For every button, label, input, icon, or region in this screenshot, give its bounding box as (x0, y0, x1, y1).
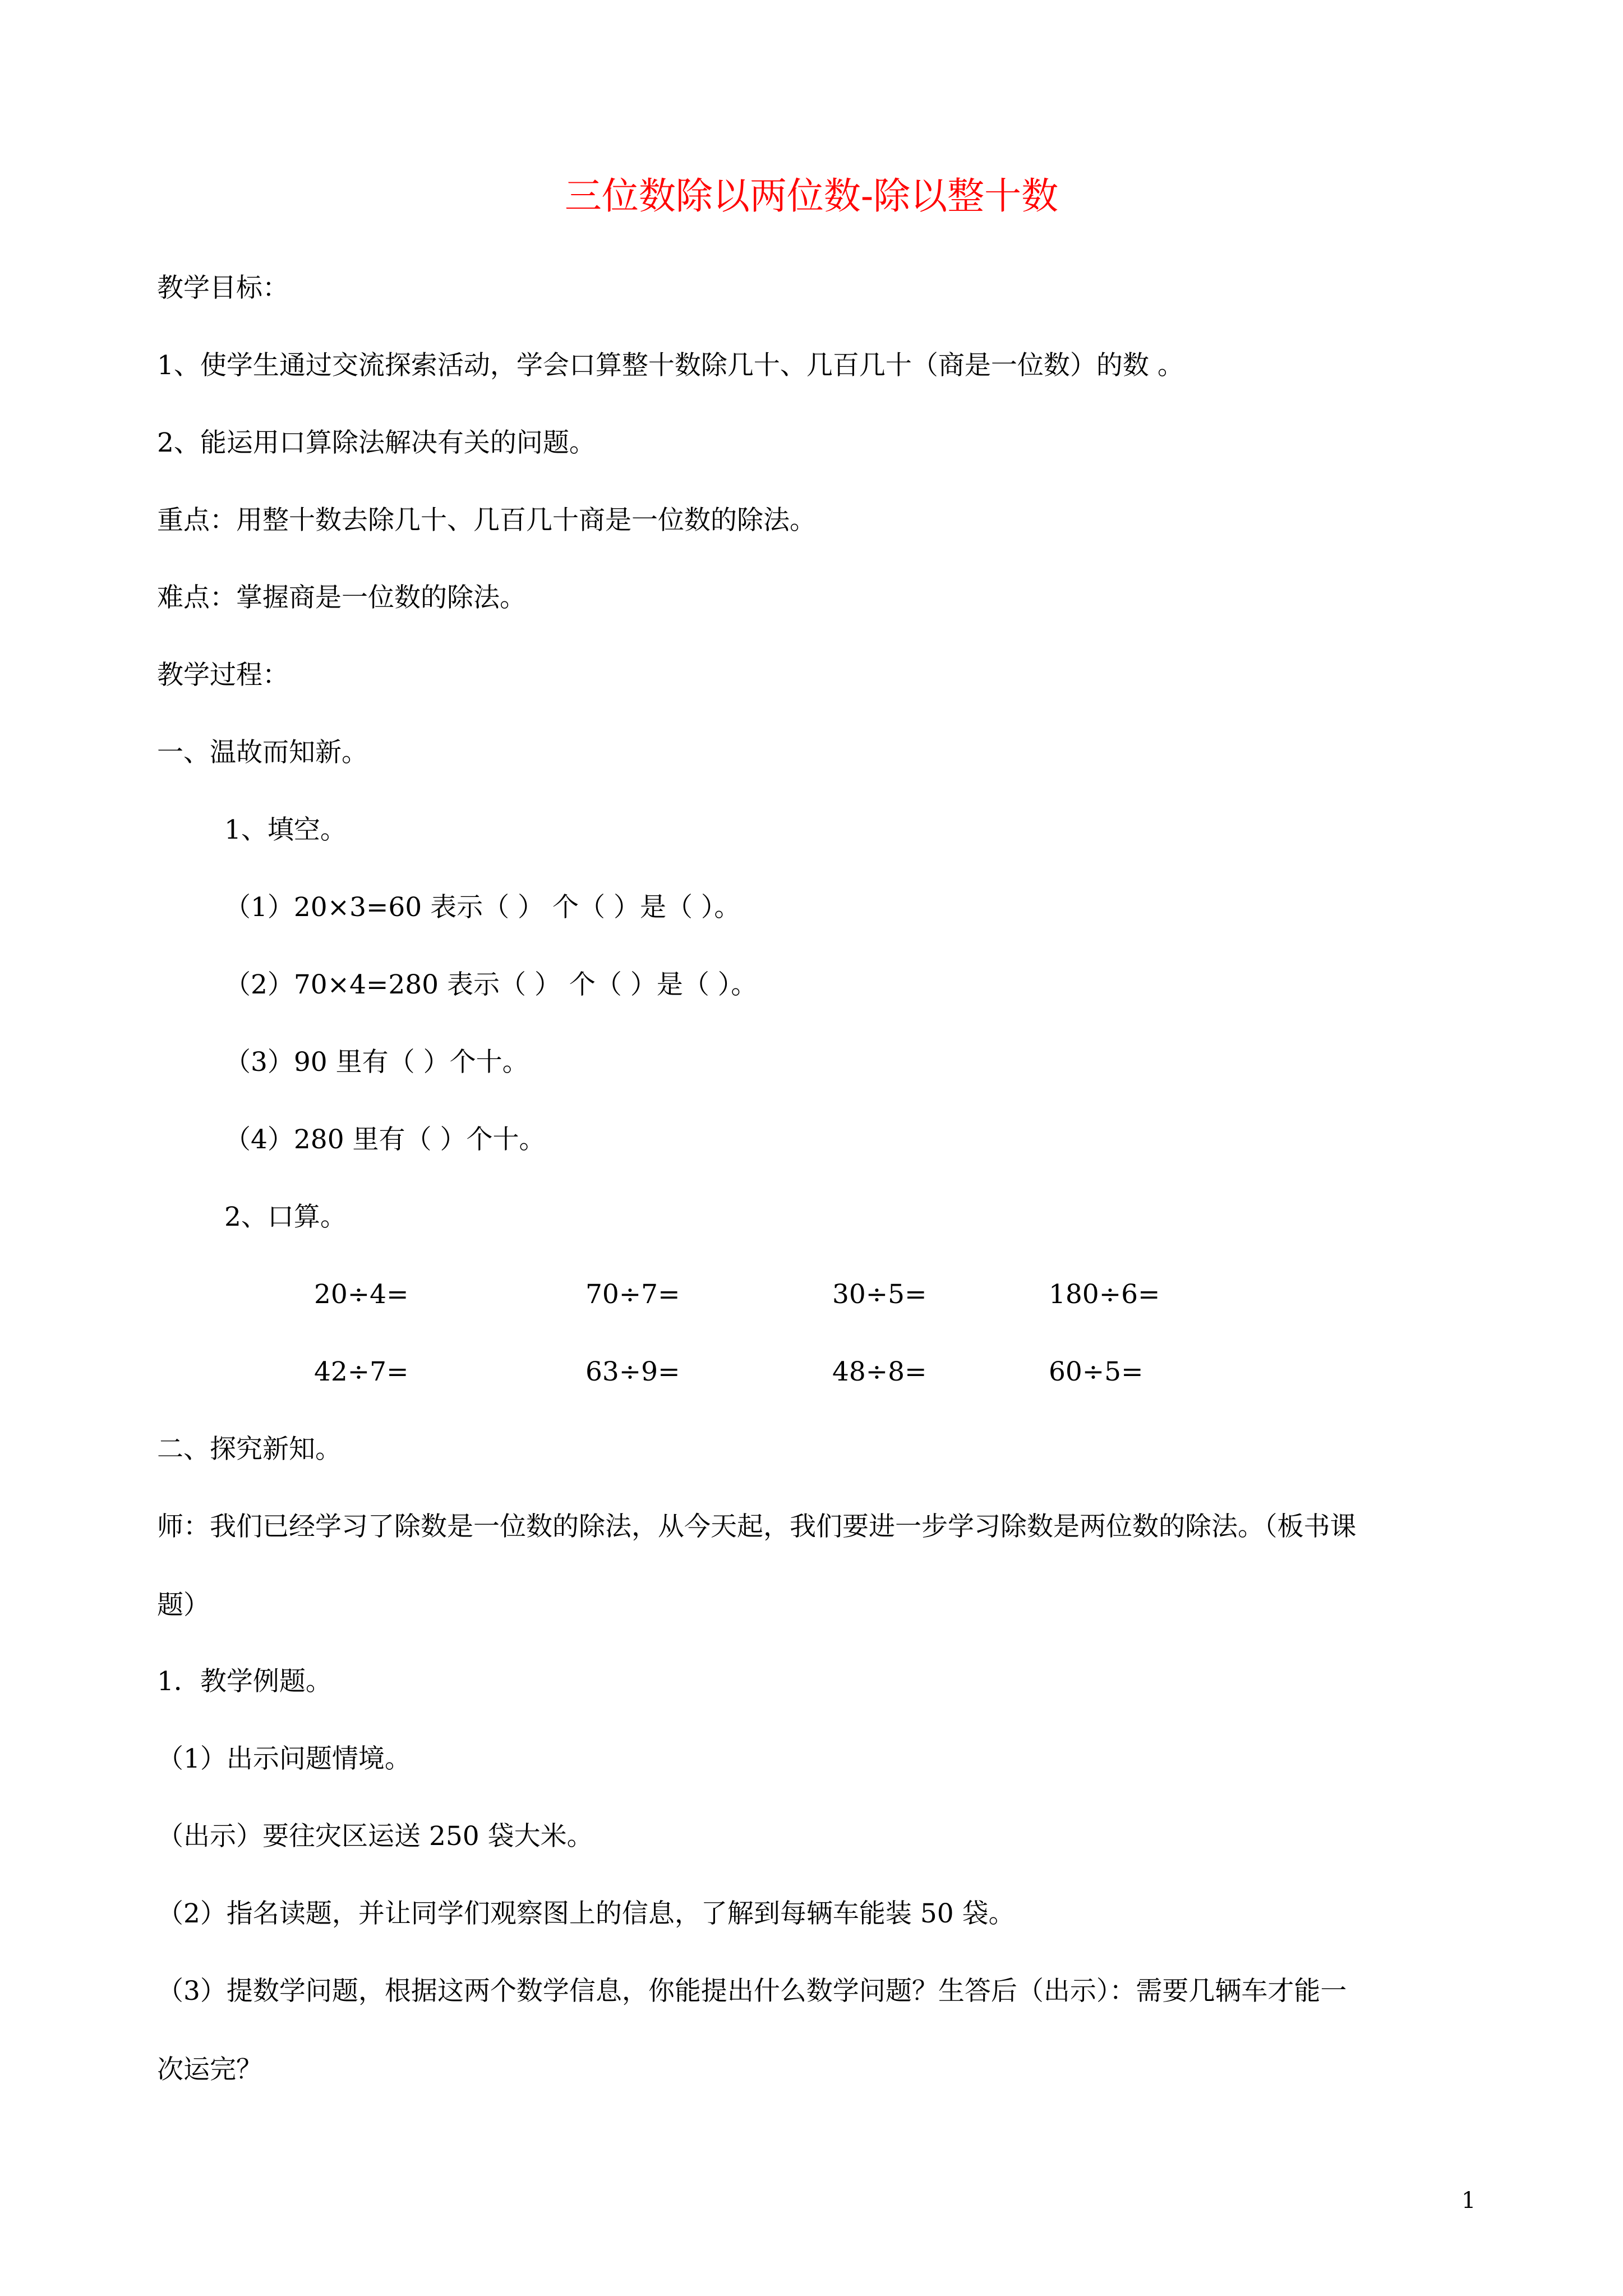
oral-calc-item: 180÷6= (1049, 1279, 1160, 1310)
objective-2: 2、能运用口算除法解决有关的问题。 (157, 427, 596, 458)
document-title: 三位数除以两位数-除以整十数 (564, 174, 1059, 218)
oral-calc-item: 42÷7= (314, 1356, 409, 1387)
oral-calc-item: 30÷5= (832, 1279, 927, 1310)
fill-blank-item-2: （2）70×4=280 表示（ ） 个（ ）是（ ）。 (224, 969, 758, 1000)
step-3-line-1: （3）提数学问题，根据这两个数学信息，你能提出什么数学问题？生答后（出示）：需要几辆车才能一 (157, 1976, 1347, 2007)
fill-blank-item-3: （3）90 里有（ ）个十。 (224, 1047, 529, 1078)
section-1-heading: 一、温故而知新。 (157, 737, 368, 768)
step-3-paragraph (157, 1975, 1347, 2087)
oral-calc-item: 48÷8= (832, 1356, 927, 1387)
oral-calc-item: 20÷4= (314, 1279, 409, 1310)
difficult-point: 难点：掌握商是一位数的除法。 (157, 582, 526, 613)
objectives-heading: 教学目标： (157, 273, 289, 303)
oral-calc-item: 60÷5= (1049, 1356, 1144, 1387)
process-heading: 教学过程： (157, 660, 289, 691)
fill-blank-item-1: （1）20×3=60 表示（ ） 个（ ）是（ ）。 (224, 892, 741, 923)
example-heading: 1．教学例题。 (157, 1666, 332, 1697)
oral-calc-item: 63÷9= (585, 1356, 680, 1387)
teacher-line-1: 师：我们已经学习了除数是一位数的除法，从今天起，我们要进一步学习除数是两位数的除法。（板书课 (157, 1511, 1357, 1542)
oral-calc-item: 70÷7= (585, 1279, 680, 1310)
step-1-detail: （出示）要往灾区运送 250 袋大米。 (157, 1821, 593, 1852)
key-point: 重点：用整十数去除几十、几百几十商是一位数的除法。 (157, 505, 816, 536)
teacher-paragraph (157, 1510, 1357, 1622)
step-2: （2）指名读题，并让同学们观察图上的信息，了解到每辆车能装 50 袋。 (157, 1898, 1015, 1929)
fill-blank-heading: 1、填空。 (224, 815, 347, 845)
oral-heading: 2、口算。 (224, 1202, 347, 1232)
step-3-line-2: 次运完？ (157, 2054, 262, 2085)
step-1: （1）出示问题情境。 (157, 1743, 411, 1774)
page-number: 1 (1461, 2188, 1476, 2214)
objective-1: 1、使学生通过交流探索活动，学会口算整十数除几十、几百几十（商是一位数）的数 。 (157, 350, 1184, 381)
teacher-line-2: 题） (157, 1590, 210, 1621)
section-2-heading: 二、探究新知。 (157, 1434, 342, 1465)
fill-blank-item-4: （4）280 里有（ ）个十。 (224, 1124, 546, 1155)
